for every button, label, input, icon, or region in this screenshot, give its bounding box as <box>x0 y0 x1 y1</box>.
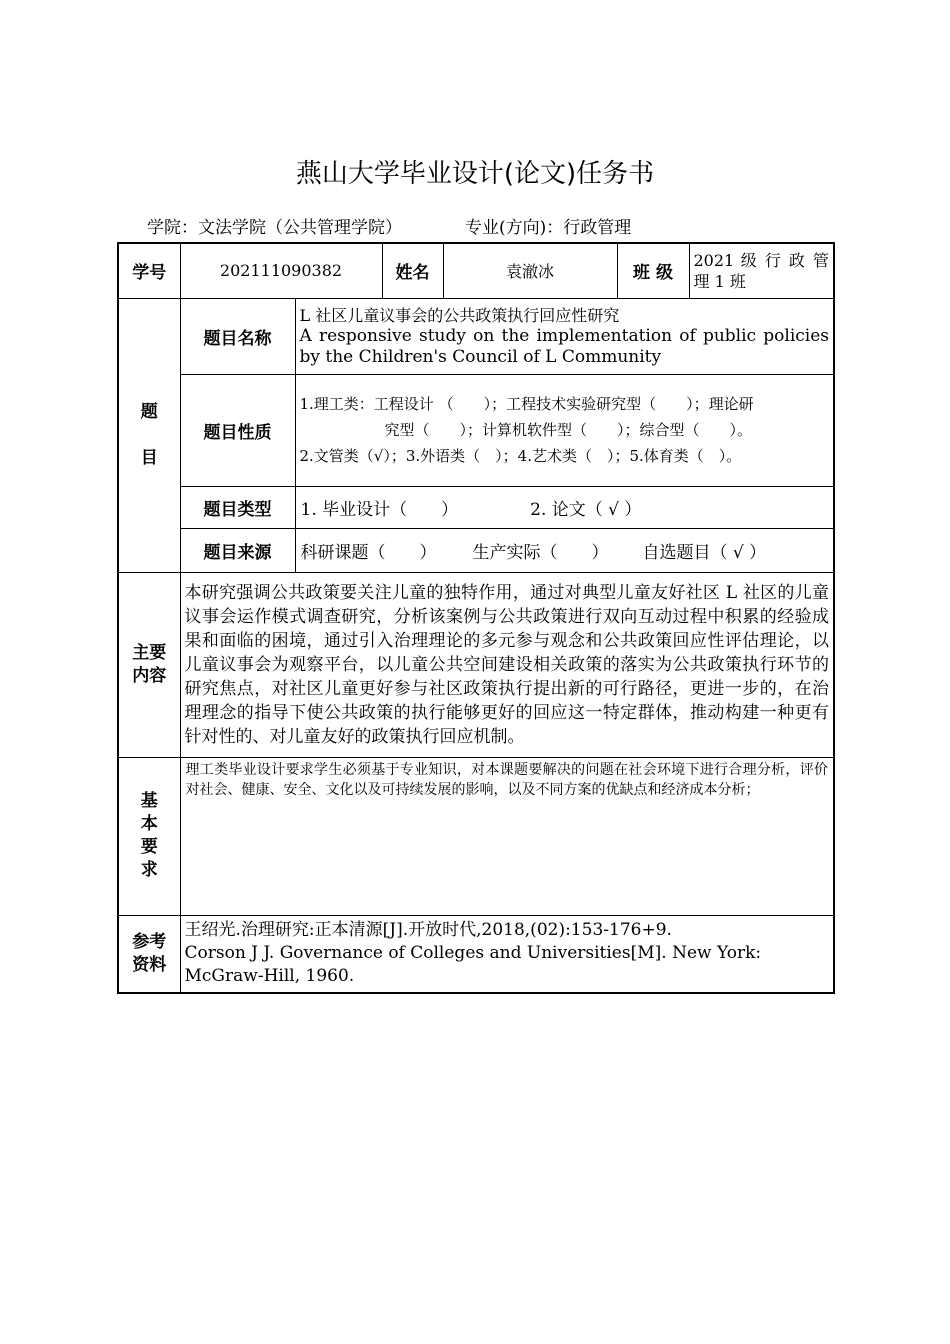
type-option-thesis: 2. 论文（ √ ） <box>530 499 642 520</box>
reference-item-2: Corson J J. Governance of Colleges and Universities[M]. New York: McGraw-Hill, 1960. <box>184 943 762 987</box>
topic-name-en: A responsive study on the implementation of public policies by the Children's Council of L Community <box>299 325 829 367</box>
requirements-row <box>118 757 834 915</box>
requirements-label: 基 本 要 求 <box>118 757 180 915</box>
topic-source-options <box>295 528 834 572</box>
nature-line-1: 1.理工类：工程设计 （ ）；工程技术实验研究型（ ）；理论研 <box>299 395 754 413</box>
topic-section-label: 题 目 <box>118 298 180 572</box>
student-id-value: 202111090382 <box>180 243 382 298</box>
topic-nature-row <box>118 374 834 486</box>
references-label: 参考 资料 <box>118 915 180 993</box>
nature-line-3: 2.文管类（√）；3.外语类（ ）；4.艺术类（ ）；5.体育类（ ）。 <box>299 447 742 465</box>
topic-type-label: 题目类型 <box>180 486 295 528</box>
topic-name-label: 题目名称 <box>180 298 295 374</box>
references-list <box>180 915 834 993</box>
student-class-label: 班 级 <box>617 243 689 298</box>
topic-name-cn: L 社区儿童议事会的公共政策执行回应性研究 <box>299 305 620 325</box>
student-class-value: 2021 级 行 政 管 理 1 班 <box>689 243 834 298</box>
nature-line-2: 究型（ ）；计算机软件型（ ）；综合型（ ）。 <box>384 421 753 439</box>
student-id-label: 学号 <box>118 243 180 298</box>
topic-type-row <box>118 486 834 528</box>
main-content-row <box>118 572 834 757</box>
topic-name-row <box>118 298 834 374</box>
document-title: 燕山大学毕业设计(论文)任务书 <box>295 159 655 189</box>
major-line: 专业(方向)：行政管理 <box>465 218 632 238</box>
topic-nature-options <box>295 374 834 486</box>
main-content-text: 本研究强调公共政策要关注儿童的独特作用，通过对典型儿童友好社区 L 社区的儿童议事会运作模式调查研究，分析该案例与公共政策进行双向互动过程中积累的经验成果和面临的困境，通过引入治理理论的多元参与观念和公共政策回应性评估理论，以儿童议事会为观察平台，以儿童公共空间建设相关政策的落实为公共政策执行环节的研究焦点，对社区儿童更好参与社区政策执行提出新的可行路径，更进一步的，在治理理念的指导下使公共政策的执行能够更好的回应这一特定群体，推动构建一种更有针对性的、对儿童友好的政策执行回应机制。 <box>180 572 834 757</box>
topic-name-value <box>295 298 834 374</box>
topic-source-row <box>118 528 834 572</box>
topic-type-options <box>295 486 834 528</box>
references-row <box>118 915 834 993</box>
topic-source-label: 题目来源 <box>180 528 295 572</box>
requirements-text: 理工类毕业设计要求学生必须基于专业知识，对本课题要解决的问题在社会环境下进行合理分析，评价对社会、健康、安全、文化以及可持续发展的影响，以及不同方案的优缺点和经济成本分析； <box>180 757 834 915</box>
source-option-self: 自选题目（ √ ） <box>642 542 767 563</box>
reference-item-1: 王绍光.治理研究:正本清源[J].开放时代,2018,(02):153-176+9. <box>184 920 672 941</box>
student-info-row <box>118 243 834 298</box>
topic-nature-label: 题目性质 <box>180 374 295 486</box>
task-form-table <box>117 242 835 994</box>
college-line: 学院：文法学院（公共管理学院） <box>147 218 402 238</box>
type-option-design: 1. 毕业设计（ ） <box>300 499 459 520</box>
source-option-research: 科研课题（ ） <box>300 542 437 563</box>
student-name-label: 姓名 <box>382 243 443 298</box>
main-content-label: 主要 内容 <box>118 572 180 757</box>
student-name-value: 袁澈冰 <box>443 243 617 298</box>
source-option-production: 生产实际（ ） <box>472 542 609 563</box>
